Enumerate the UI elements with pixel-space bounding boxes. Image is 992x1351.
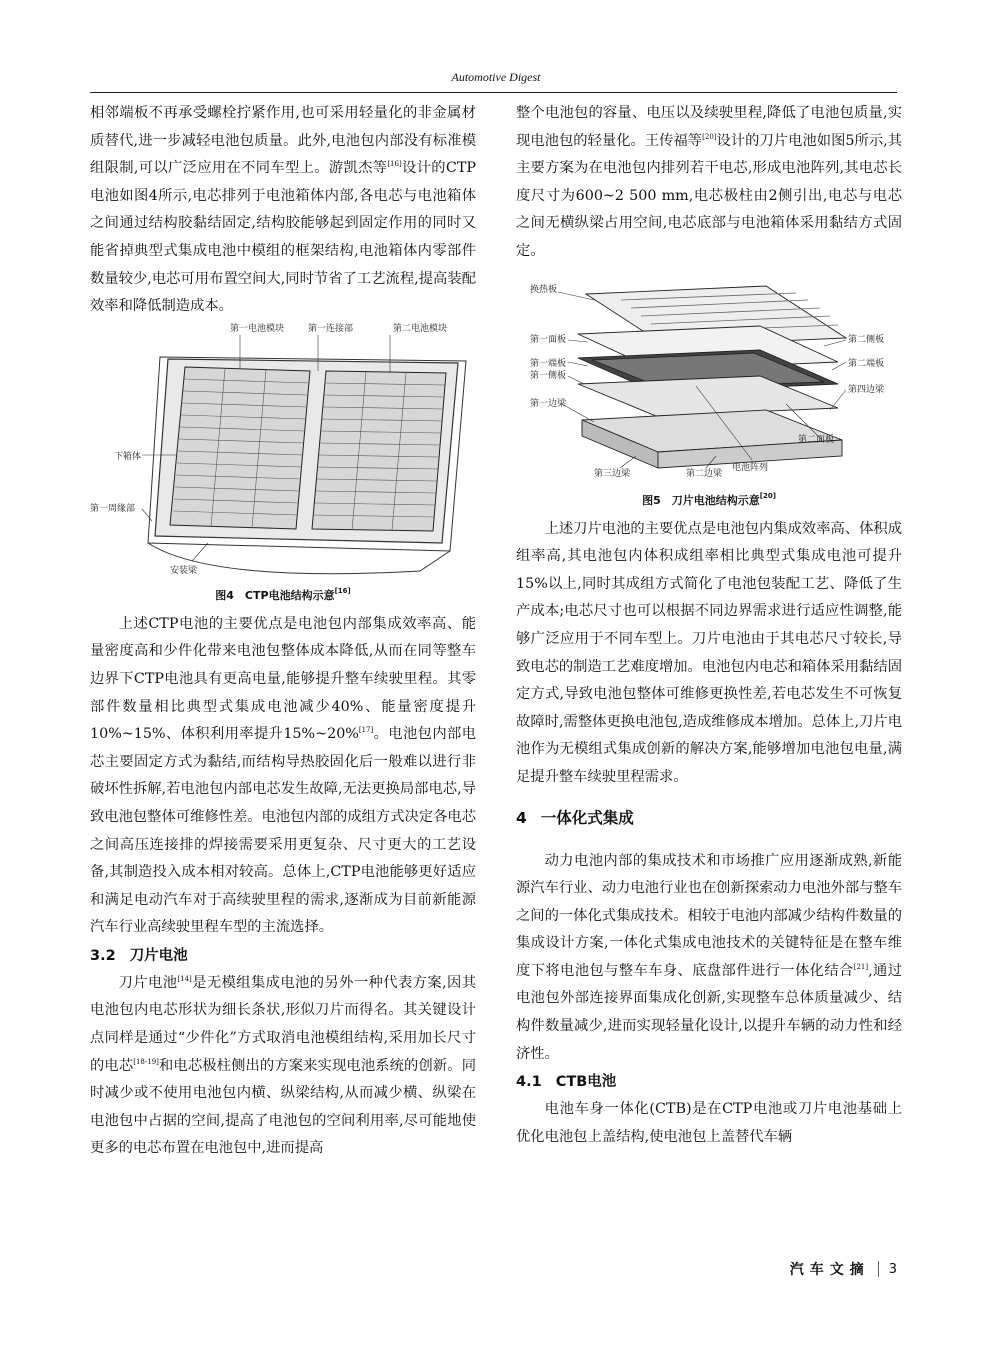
figure-5 bbox=[516, 280, 902, 510]
fig5-label-face2: 第二面板 bbox=[798, 434, 835, 445]
citation: [17] bbox=[358, 726, 374, 735]
page-footer bbox=[790, 1259, 897, 1279]
running-head: Automotive Digest bbox=[451, 70, 541, 84]
section-4-1-heading: 4.1 CTB电池 bbox=[516, 1074, 617, 1091]
right-paragraph-2: 上述刀片电池的主要优点是电池包内集成效率高、体积成组率高,其电池包内体积成组率相比典型式集成电池可提升15%以上,同时其成组方式简化了电池包装配工艺、降低了生产成本;电芯尺寸也可以根据不同边界需求进行适应性调整,能够广泛应用于不同车型上。刀片电池由于其电芯尺寸较长,导致电芯的制造工艺难度增加。电池包内电芯和箱体采用黏结固定方式,导致电池包整体可维修更换性差,若电芯发生不可恢复故障时,需整体更换电池包,造成维修成本增加。总体上,刀片电池作为无模组式集成创新的解决方案,能够增加电池包电量,满足提升整车续驶里程需求。 bbox=[516, 520, 903, 785]
left-paragraph-1: 相邻端板不再承受螺栓拧紧作用,也可采用轻量化的非金属材质替代,进一步减轻电池包质量。此外,电池包内部没有标准模组限制,可以广泛应用在不同车型上。游凯杰等[16]设计的CTP电池如图4所示,电芯排列于电池箱体内部,各电芯与电池箱体之间通过结构胶黏结固定,结构胶能够起到固定作用的同时又能省掉典型式集成电池中模组的框架结构,电池箱体内零部件数量较少,电芯可用布置空间大,同时节省了工艺流程,提高装配效率和降低制造成本。 bbox=[90, 105, 476, 315]
fig5-label-end1: 第一端板 bbox=[530, 358, 567, 369]
header-rule bbox=[90, 92, 897, 93]
section-4-heading: 4 一体化式集成 bbox=[516, 808, 634, 827]
figure-5-caption: 图5 刀片电池结构示意[20] bbox=[642, 491, 776, 507]
fig5-label-end2: 第二端板 bbox=[848, 358, 885, 369]
blade-battery-diagram bbox=[516, 280, 902, 488]
fig4-label-lower-box: 下箱体 bbox=[114, 451, 142, 462]
fig5-label-heat-plate: 换热板 bbox=[530, 284, 558, 295]
fig5-label-side2: 第二侧板 bbox=[848, 334, 885, 345]
fig5-label-beam3: 第三边梁 bbox=[594, 468, 631, 479]
fig5-label-beam1: 第一边梁 bbox=[530, 398, 567, 409]
fig4-label-module2: 第二电池模块 bbox=[393, 323, 448, 334]
section-3-2-heading: 3.2 刀片电池 bbox=[90, 947, 188, 964]
citation: [16] bbox=[387, 160, 402, 169]
left-column bbox=[90, 100, 476, 1163]
fig5-label-face1: 第一面板 bbox=[530, 334, 567, 345]
fig5-label-cell-array: 电池阵列 bbox=[732, 462, 769, 473]
right-column bbox=[516, 100, 902, 1151]
fig4-label-mount-beam: 安装梁 bbox=[170, 565, 198, 576]
right-paragraph-3: 动力电池内部的集成技术和市场推广应用逐渐成熟,新能源汽车行业、动力电池行业也在创新探索动力电池外部与整车之间的一体化式集成技术。相较于电池内部减少结构件数量的集成设计方案,一体化式集成电池技术的关键特征是在整车维度下将电池包与整车车身、底盘部件进行一体化结合[21],通过电池包外部连接界面集成化创新,实现整车总体质量减少、结构件数量减少,进而实现轻量化设计,以提升车辆的动力性和经济性。 bbox=[516, 852, 903, 1062]
fig5-label-side1: 第一侧板 bbox=[530, 370, 567, 381]
right-paragraph-1: 整个电池包的容量、电压以及续驶里程,降低了电池包质量,实现电池包的轻量化。王传福等[20]设计的刀片电池如图5所示,其主要方案为在电池包内排列若干电芯,形成电池阵列,其电芯长度尺寸为600~2 500 mm,电芯极柱由2侧引出,电芯与电芯之间无横纵梁占用空间,电芯底部与电池箱体采用黏结方式固定。 bbox=[516, 105, 903, 259]
footer-journal: 汽车文摘 bbox=[789, 1262, 870, 1278]
fig4-label-module1: 第一电池模块 bbox=[230, 323, 285, 334]
right-paragraph-4: 电池车身一体化(CTB)是在CTP电池或刀片电池基础上优化电池包上盖结构,使电池包上盖替代车辆 bbox=[516, 1101, 902, 1145]
fig4-label-periphery: 第一周缘部 bbox=[90, 503, 136, 514]
fig5-label-beam2: 第二边梁 bbox=[686, 468, 723, 479]
left-paragraph-2: 上述CTP电池的主要优点是电池包内部集成效率高、能量密度高和少件化带来电池包整体成本降低,从而在同等整车边界下CTP电池具有更高电量,能够提升整车续驶里程。其零部件数量相比典型式集成电池减少40%、能量密度提升10%~15%、体积利用率提升15%~20%[17]。电池包内部电芯主要固定方式为黏结,而结构导热胶固化后一般难以进行非破坏性拆解,若电池包内部电芯发生故障,无法更换局部电芯,导致电池包整体可维修性差。电池包内部的成组方式决定各电芯之间高压连接排的焊接需要采用更复杂、尺寸更大的工艺设备,其制造投入成本相对较高。总体上,CTP电池能够更好适应和满足电动汽车对于高续驶里程的需求,逐渐成为目前新能源汽车行业高续驶里程车型的主流选择。 bbox=[90, 615, 477, 936]
footer-divider bbox=[878, 1261, 879, 1277]
page-number: 3 bbox=[888, 1261, 897, 1277]
fig5-label-beam4: 第四边梁 bbox=[848, 384, 885, 395]
ctp-battery-diagram bbox=[90, 321, 476, 583]
fig4-label-connector: 第一连接部 bbox=[308, 323, 354, 334]
figure-4 bbox=[90, 321, 476, 605]
left-paragraph-3: 刀片电池[14]是无模组集成电池的另外一种代表方案,因其电池包内电芯形状为细长条状,形似刀片而得名。其关键设计点同样是通过“少件化”方式取消电池模组结构,采用加长尺寸的电芯[18-19]和电芯极柱侧出的方案来实现电池系统的创新。同时减少或不使用电池包内横、纵梁结构,从而减少横、纵梁在电池包中占据的空间,提高了电池包的空间利用率,尽可能地使更多的电芯布置在电池包中,进而提高 bbox=[90, 974, 477, 1157]
figure-4-caption: 图4 CTP电池结构示意[16] bbox=[215, 586, 351, 602]
